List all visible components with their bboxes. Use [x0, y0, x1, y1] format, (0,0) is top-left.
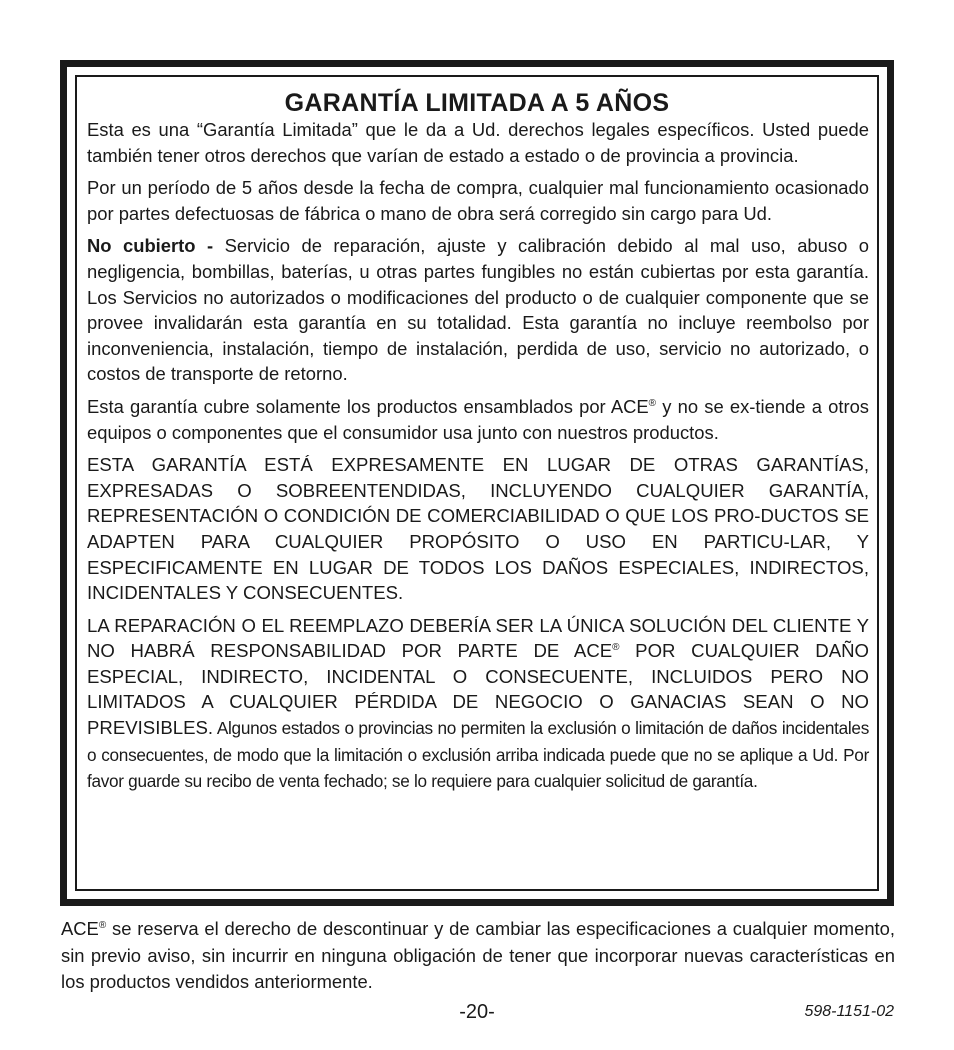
remedy-text-caps: POR CUALQUIER DAÑO ESPECIAL, INDIRECTO, INCIDENTAL O CONSECUENTE, INCLUIDOS PERO NO LIMITADOS A CUALQUIER PÉRDIDA DE NEGOCIO O GANACIAS SEAN O NO PREVISIBLES.	[87, 640, 869, 739]
registered-mark: ®	[98, 919, 107, 931]
warranty-paragraph-2: Por un período de 5 años desde la fecha de compra, cualquier mal funcionamiento ocasionado por partes defectuosas de fábrica o mano de obra será corregido sin cargo para Ud.	[87, 177, 869, 224]
warranty-box	[60, 60, 894, 906]
remedy-text-small: Algunos estados o provincias no permiten la exclusión o limitación de daños incidentales o consecuentes, de modo que la limitación o exclusión arriba indicada puede que no se aplique a Ud. Por favor guarde su recibo de venta fechado; se lo requiere para cualquier solicitud de garantía.	[87, 718, 869, 792]
footer-note	[61, 916, 895, 996]
remedy-text-start: LA REPARACIÓN O EL REEMPLAZO DEBERÍA SER LA ÚNICA SOLUCIÓN DEL CLIENTE Y NO HABRÁ RESPONSABILIDAD POR PARTE DE ACE	[87, 614, 869, 662]
warranty-paragraph-6	[87, 613, 869, 795]
warranty-body	[87, 117, 869, 802]
footer-ace-label: ACE	[61, 918, 99, 939]
page-number: -20-	[459, 1001, 495, 1023]
warranty-paragraph-5: ESTA GARANTÍA ESTÁ EXPRESAMENTE EN LUGAR DE OTRAS GARANTÍAS, EXPRESADAS O SOBREENTENDIDAS, INCLUYENDO CUALQUIER GARANTÍA, REPRESENTACIÓN O CONDICIÓN DE COMERCIABILIDAD O QUE LOS PRO-DUCTOS SE ADAPTEN PARA CUALQUIER PROPÓSITO O USO EN PARTICU-LAR, Y ESPECIFICAMENTE EN LUGAR DE TODOS LOS DAÑOS ESPECIALES, INDIRECTOS, INCIDENTALES Y CONSECUENTES.	[87, 454, 869, 604]
warranty-paragraph-3	[87, 233, 869, 387]
registered-mark: ®	[648, 397, 657, 409]
warranty-paragraph-4	[87, 394, 869, 445]
coverage-text-start: Esta garantía cubre solamente los productos ensamblados por ACE	[87, 395, 649, 417]
coverage-text-end: y no se ex-tiende a otros equipos o componentes que el consumidor usa junto con nuestros productos.	[87, 395, 870, 443]
warranty-paragraph-1: Esta es una “Garantía Limitada” que le da a Ud. derechos legales específicos. Usted puede también tener otros derechos que varían de estado a estado o de provincia a provincia.	[87, 119, 869, 166]
not-covered-text: Servicio de reparación, ajuste y calibración debido al mal uso, abuso o negligencia, bombillas, baterías, u otras partes fungibles no están cubiertas por esta garantía. Los Servicios no autorizados o modificaciones del producto o de cualquier componente que se provee invalidarán esta garantía en su totalidad. Esta garantía no incluye reembolso por inconveniencia, instalación, tiempo de instalación, perdida de uso, servicio no autorizado, o costos de transporte de retorno.	[87, 235, 870, 385]
not-covered-label: No cubierto -	[87, 235, 214, 257]
footer-note-text: se reserva el derecho de descontinuar y de cambiar las especificaciones a cualquier momento, sin previo aviso, sin incurrir en ninguna obligación de tener que incorporar nuevas características en los productos vendidos anteriormente.	[61, 918, 895, 992]
warranty-title: GARANTÍA LIMITADA A 5 AÑOS	[284, 89, 670, 117]
registered-mark: ®	[612, 642, 620, 654]
document-code: 598-1151-02	[804, 1003, 894, 1020]
